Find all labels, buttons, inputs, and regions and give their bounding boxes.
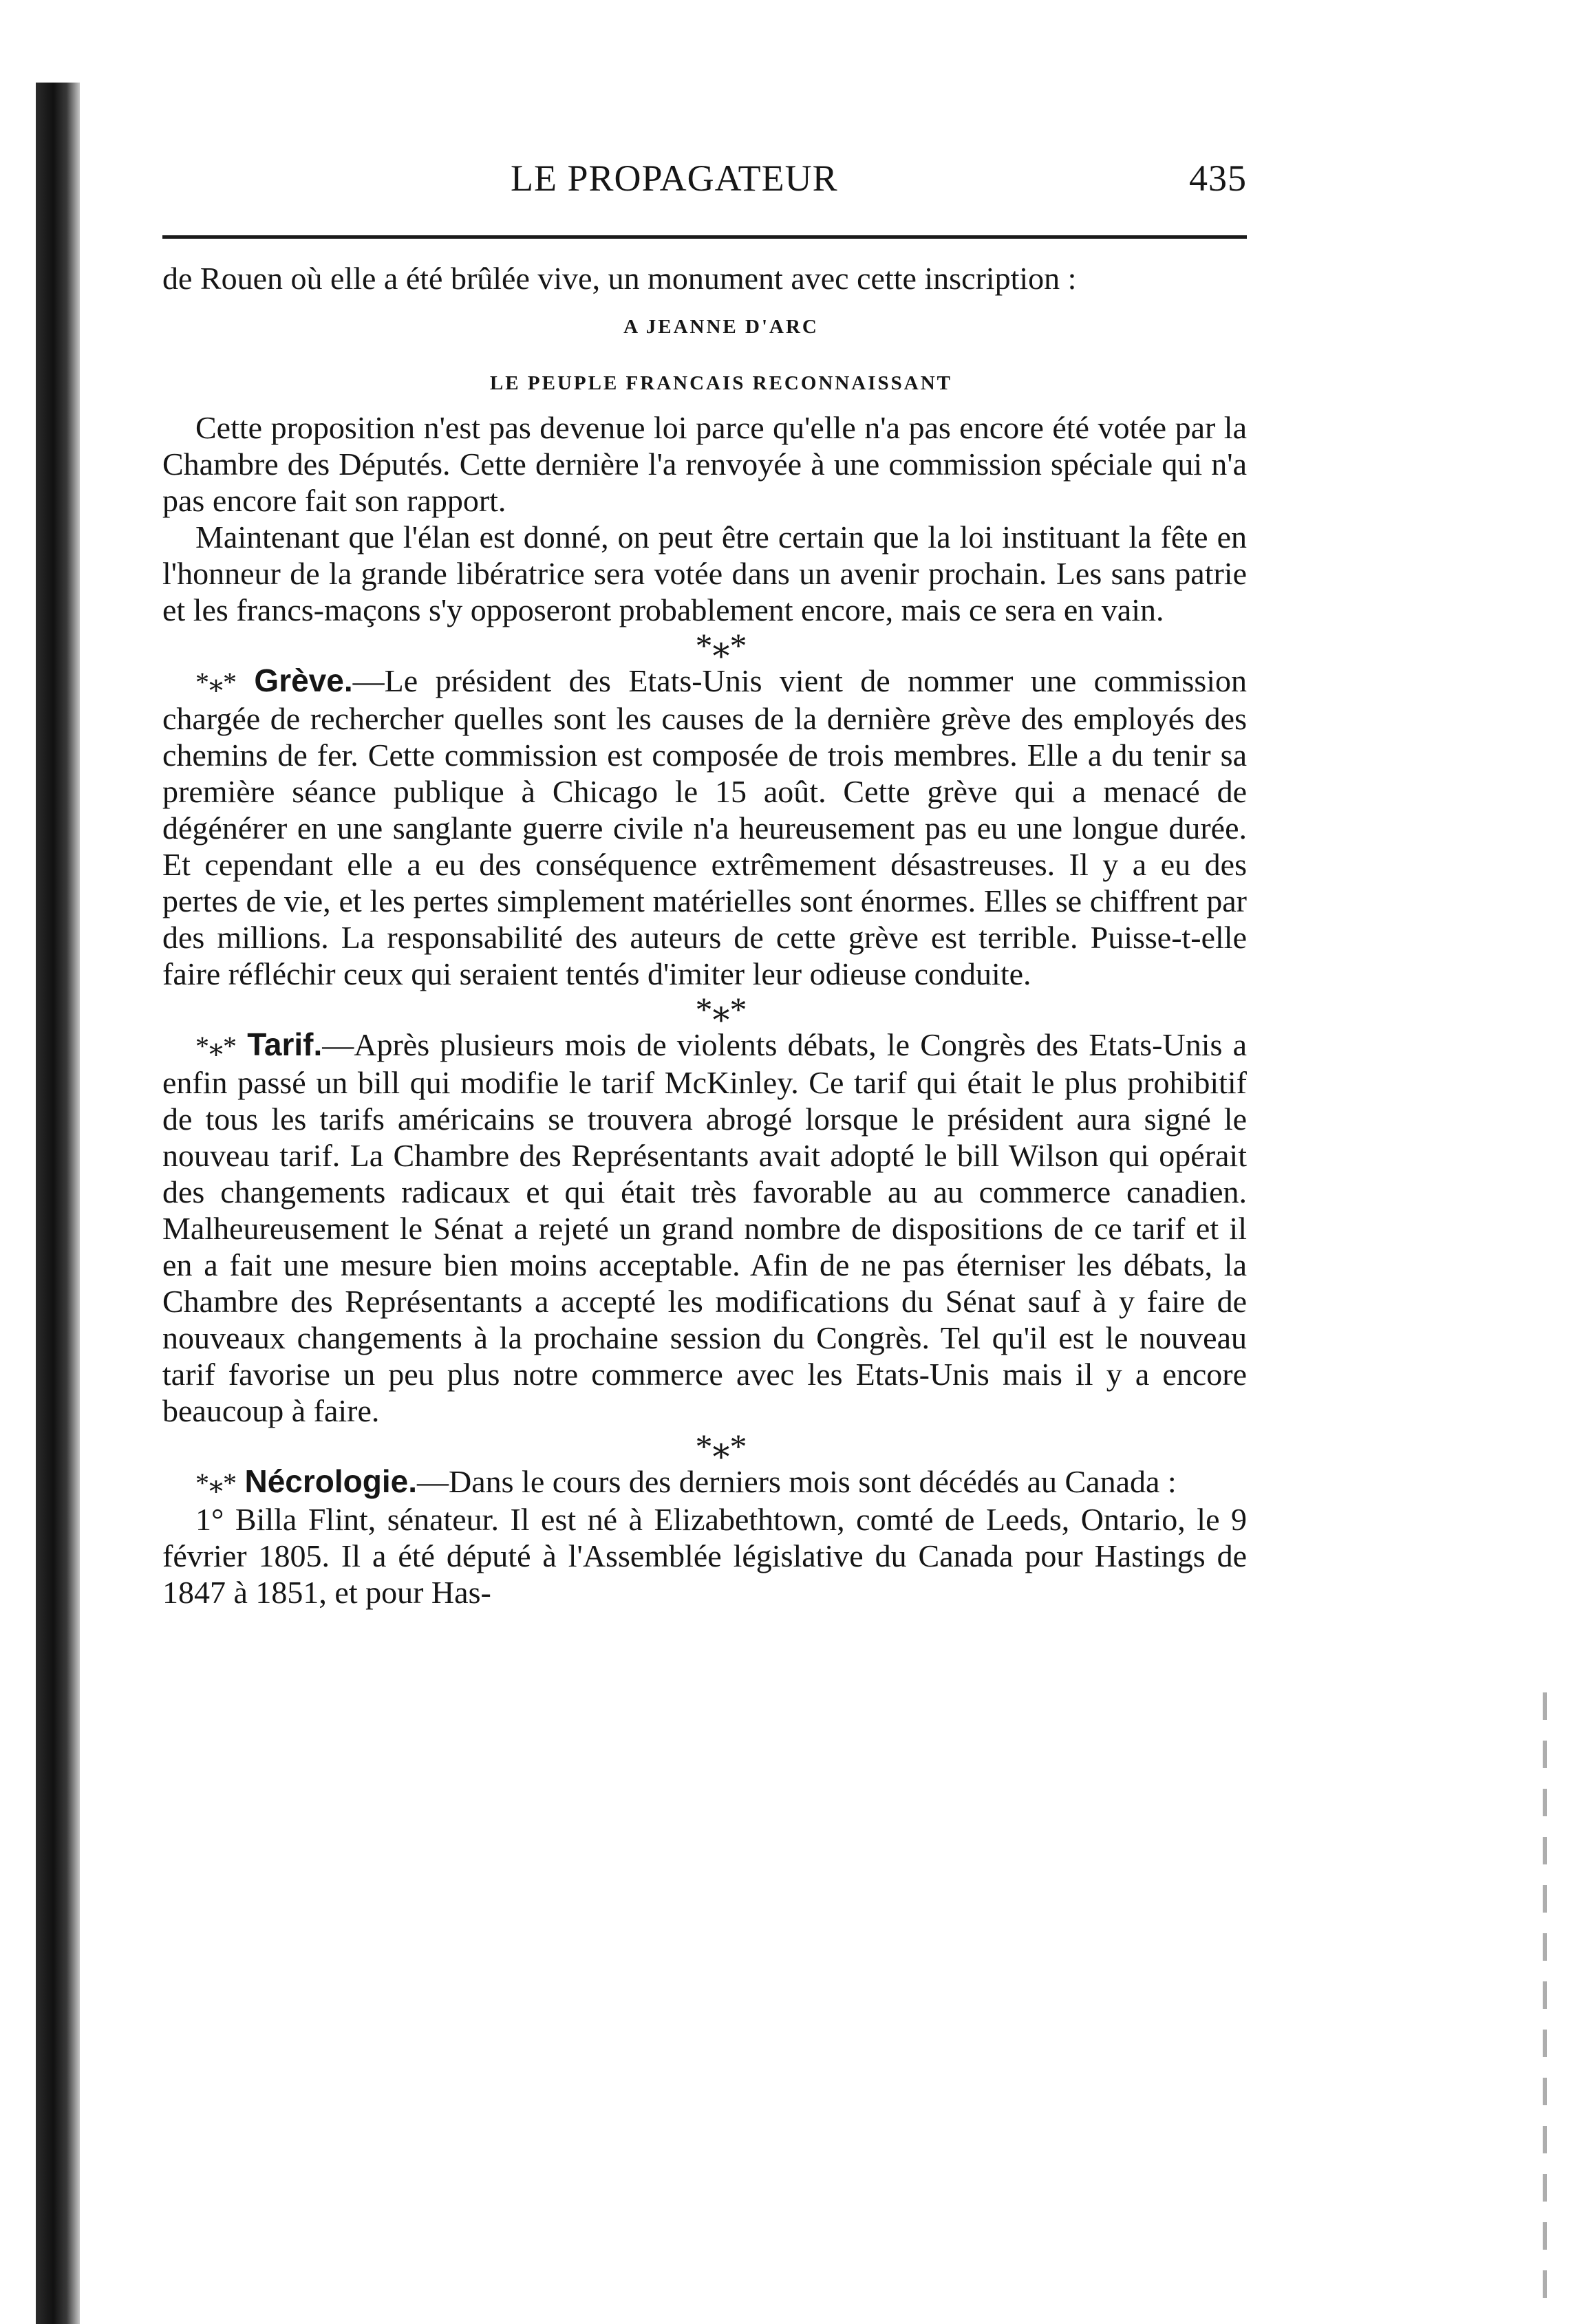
inscription-line-2: LE PEUPLE FRANCAIS RECONNAISSANT xyxy=(489,372,953,394)
intro-paragraph-2: Maintenant que l'élan est donné, on peut être certain que la loi instituant la fête en l'honneur de la grande libératrice sera votée dans un avenir prochain. Les sans patrie et les francs-maçons s'y opposeront probablement encore, mais ce sera en vain. xyxy=(162,519,1247,627)
tarif-heading: Tarif. xyxy=(247,1026,323,1062)
section-marker: *⁎* xyxy=(195,1467,237,1498)
greve-text: —Le président des Etats-Unis vient de nommer une commission chargée de rechercher quelles sont les causes de la dernière grève des employés des chemins de fer. Cette commission est composée de trois membres. Elle a du tenir sa première séance publique à Chicago le 15 août. Cette grève qui a menacé de dégénérer en une sanglante guerre civile n'a heureusement pas eu une longue durée. Et cependant elle a eu des conséquence extrêmement désastreuses. Il y a eu des pertes de vie, et les pertes simplement matérielles sont énormes. Elles se chiffrent par des millions. La responsabilité des auteurs de cette grève est terrible. Puisse-t-elle faire réfléchir ceux qui seraient tentés d'imiter leur odieuse conduite. xyxy=(162,663,1248,991)
section-marker: *⁎* xyxy=(195,1031,237,1062)
intro-continuation: de Rouen où elle a été brûlée vive, un monument avec cette inscription : xyxy=(162,261,1077,296)
necrologie-heading: Nécrologie. xyxy=(244,1463,418,1499)
scan-binding-edge xyxy=(36,83,80,2324)
inscription-line-1: A JEANNE D'ARC xyxy=(623,316,819,338)
tarif-paragraph xyxy=(162,1026,1247,1429)
page-header xyxy=(162,150,1247,205)
header-rule xyxy=(162,235,1247,239)
intro-paragraph-1: Cette proposition n'est pas devenue loi parce qu'elle n'a pas encore été votée par la Chambre des Députés. Cette dernière l'a renvoyée à une commission spéciale qui n'a pas encore fait son rapport. xyxy=(162,410,1247,518)
greve-heading: Grève. xyxy=(254,663,353,698)
section-separator: *⁎* xyxy=(695,990,747,1029)
scan-right-edge-mark xyxy=(1543,1692,1547,2312)
section-separator: *⁎* xyxy=(695,1427,747,1465)
necrologie-paragraph xyxy=(162,1463,1247,1501)
greve-paragraph xyxy=(162,663,1247,992)
section-marker: *⁎* xyxy=(195,667,237,698)
necrologie-item-1: 1° Billa Flint, sénateur. Il est né à Elizabethtown, comté de Leeds, Ontario, le 9 février 1805. Il a été député à l'Assemblée législative du Canada pour Hastings de 1847 à 1851, et pour Has- xyxy=(162,1502,1247,1610)
section-separator: *⁎* xyxy=(695,626,747,665)
tarif-text: —Après plusieurs mois de violents débats, le Congrès des Etats-Unis a enfin passé un bill qui modifie le tarif McKinley. Ce tarif qui était le plus prohibitif de tous les tarifs américains se trouvera abrogé lorsque le président aura signé le nouveau tarif. La Chambre des Représentants avait adopté le bill Wilson qui opérait des changements radicaux et qui était très favorable au au commerce canadien. Malheureusement le Sénat a rejeté un grand nombre de dispositions de ce tarif et il en a fait une mesure bien moins acceptable. Afin de ne pas éterniser les débats, la Chambre des Représentants a accepté les modifications du Sénat sauf à y faire de nouveaux changements à la prochaine session du Congrès. Tel qu'il est le nouveau tarif favorise un peu plus notre commerce avec les Etats-Unis mais il y a encore beaucoup à faire. xyxy=(162,1027,1247,1428)
necrologie-text: —Dans le cours des derniers mois sont décédés au Canada : xyxy=(417,1464,1177,1499)
page-body xyxy=(162,260,1247,1611)
running-title: LE PROPAGATEUR xyxy=(511,158,838,199)
page-number: 435 xyxy=(1189,158,1247,199)
